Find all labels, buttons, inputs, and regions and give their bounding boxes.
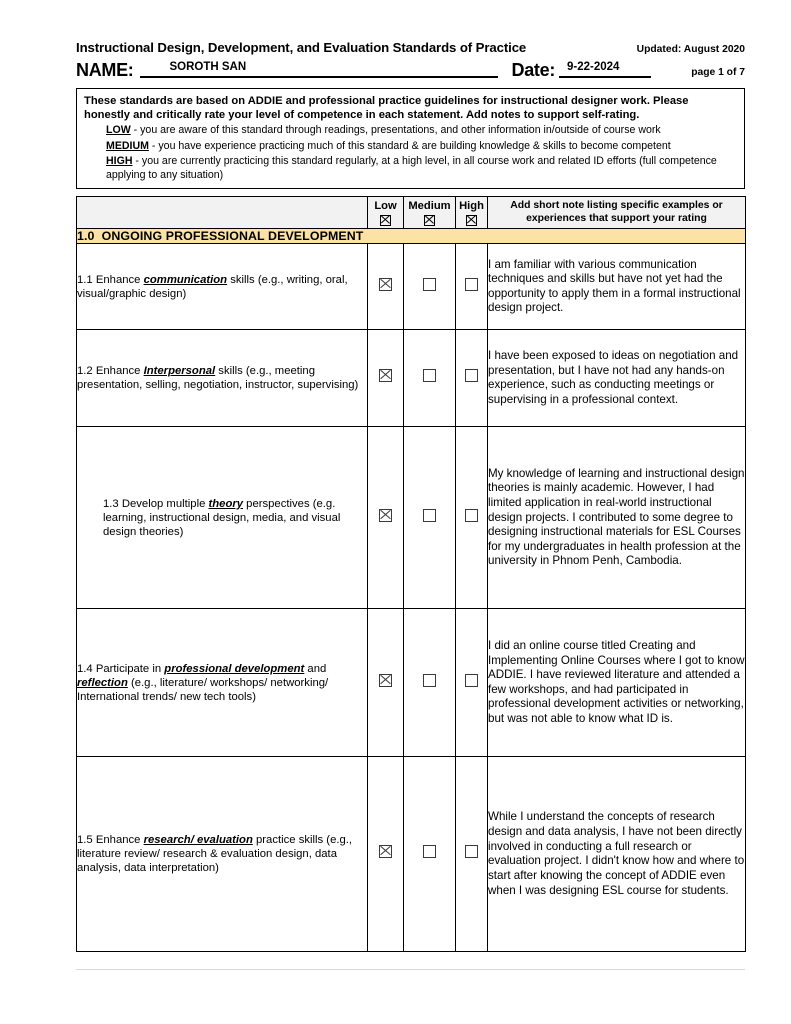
updated-label: Updated: August 2020: [636, 44, 745, 55]
section-number: 1.0: [77, 229, 95, 244]
name-date-row: [76, 60, 745, 79]
note-cell-1.3[interactable]: My knowledge of learning and instructional design theories is mainly academic. However, I had limited application in real-world instructional design projects. I contributed to some degree to designing instructional materials for ESL Courses for my undergraduates in health profession at the university in Phnom Penh, Cambodia.: [488, 427, 746, 609]
level-tag-medium: MEDIUM: [106, 139, 149, 152]
page-content: [76, 40, 745, 952]
date-field[interactable]: 9-22-2024: [559, 60, 651, 78]
statement-cell-1.5: 1.5 Enhance research/ evaluation practice skills (e.g., literature review/ research & evaluation design, data analysis, data interpretation): [77, 757, 368, 952]
table-row: [77, 244, 746, 330]
rating-cell-low-1.5[interactable]: [368, 757, 404, 952]
note-cell-1.1[interactable]: I am familiar with various communication techniques and skills but have not yet had the opportunity to apply them in a formal instructional design project.: [488, 244, 746, 330]
checkbox-empty-icon[interactable]: [423, 369, 436, 382]
level-tag-high: HIGH: [106, 155, 133, 168]
checkbox-empty-icon[interactable]: [465, 674, 478, 687]
rating-cell-low-1.1[interactable]: [368, 244, 404, 330]
document-header: [76, 40, 745, 55]
table-row: [77, 330, 746, 427]
section-title-text: ONGOING PROFESSIONAL DEVELOPMENT: [101, 229, 364, 244]
checkbox-checked-icon[interactable]: [379, 509, 392, 522]
footer-rule: [76, 969, 745, 970]
level-tag-low: LOW: [106, 124, 131, 137]
rating-cell-medium-1.4[interactable]: [404, 609, 456, 757]
rating-cell-high-1.4[interactable]: [456, 609, 488, 757]
checkbox-checked-icon[interactable]: [379, 845, 392, 858]
section-header-row: [77, 229, 746, 244]
rating-cell-low-1.4[interactable]: [368, 609, 404, 757]
checkbox-checked-icon[interactable]: [379, 674, 392, 687]
header-low-label: Low: [374, 199, 397, 212]
instructions-level-low: [106, 124, 737, 138]
rating-cell-high-1.5[interactable]: [456, 757, 488, 952]
note-cell-1.5[interactable]: While I understand the concepts of research design and data analysis, I have not been directly involved in conducting a full research or evaluation project. I didn't know how and where to start after knowing the concept of ADDIE even when I was designing ESL course for students.: [488, 757, 746, 952]
level-text-high: - you are currently practicing this standard regularly, at a high level, in all course work and related ID efforts (full competence applying to any situation): [106, 155, 717, 181]
rating-cell-high-1.1[interactable]: [456, 244, 488, 330]
checkbox-x-icon: [404, 215, 455, 226]
level-text-low: - you are aware of this standard through readings, presentations, and other information in/outside of course work: [130, 124, 661, 137]
table-header-row: [77, 197, 746, 229]
header-medium-label: Medium: [408, 199, 451, 212]
standards-table: [76, 196, 746, 952]
header-low: [368, 197, 404, 229]
checkbox-empty-icon[interactable]: [423, 674, 436, 687]
header-statement: [77, 197, 368, 229]
instructions-level-medium: [106, 140, 737, 154]
statement-cell-1.1: 1.1 Enhance communication skills (e.g., writing, oral, visual/graphic design): [77, 244, 368, 330]
checkbox-empty-icon[interactable]: [465, 278, 478, 291]
rating-cell-medium-1.3[interactable]: [404, 427, 456, 609]
checkbox-empty-icon[interactable]: [423, 509, 436, 522]
page-title: Instructional Design, Development, and Evaluation Standards of Practice: [76, 40, 527, 55]
rating-cell-low-1.2[interactable]: [368, 330, 404, 427]
section-title: [77, 229, 746, 244]
statement-cell-1.2: 1.2 Enhance Interpersonal skills (e.g., meeting presentation, selling, negotiation, instructor, supervising): [77, 330, 368, 427]
header-high: [456, 197, 488, 229]
name-label: NAME:: [76, 59, 134, 80]
rating-cell-high-1.2[interactable]: [456, 330, 488, 427]
checkbox-empty-icon[interactable]: [423, 278, 436, 291]
checkbox-empty-icon[interactable]: [465, 369, 478, 382]
instructions-box: [76, 88, 745, 190]
rating-cell-low-1.3[interactable]: [368, 427, 404, 609]
instructions-level-high: [106, 155, 737, 182]
table-row: [77, 609, 746, 757]
name-field[interactable]: SOROTH SAN: [140, 60, 498, 78]
statement-cell-1.3: 1.3 Develop multiple theory perspectives (e.g. learning, instructional design, media, and visual design theories): [77, 427, 368, 609]
checkbox-empty-icon[interactable]: [465, 509, 478, 522]
checkbox-x-icon: [456, 215, 487, 226]
checkbox-x-icon: [368, 215, 403, 226]
checkbox-empty-icon[interactable]: [465, 845, 478, 858]
rating-cell-medium-1.2[interactable]: [404, 330, 456, 427]
checkbox-checked-icon[interactable]: [379, 278, 392, 291]
instructions-intro: These standards are based on ADDIE and professional practice guidelines for instructional designer work. Please honestly and critically rate your level of competence in each statement. Add notes to support self-rating.: [84, 94, 689, 121]
date-label: Date:: [511, 59, 556, 80]
statement-cell-1.4: 1.4 Participate in professional development and reflection (e.g., literature/ workshops/ networking/ International trends/ new tech tools): [77, 609, 368, 757]
rating-cell-medium-1.1[interactable]: [404, 244, 456, 330]
header-high-label: High: [459, 199, 484, 212]
note-cell-1.4[interactable]: I did an online course titled Creating and Implementing Online Courses where I got to know ADDIE. I have reviewed literature and attended a few workshops, and had participated in professional development activities or networking, but was not able to know what ID is.: [488, 609, 746, 757]
checkbox-empty-icon[interactable]: [423, 845, 436, 858]
table-row: [77, 427, 746, 609]
checkbox-checked-icon[interactable]: [379, 369, 392, 382]
page-indicator: page 1 of 7: [691, 66, 745, 78]
header-note: Add short note listing specific examples or experiences that support your rating: [488, 197, 746, 229]
level-text-medium: - you have experience practicing much of this standard & are building knowledge & skills to become competent: [148, 139, 671, 152]
table-row: [77, 757, 746, 952]
rating-cell-high-1.3[interactable]: [456, 427, 488, 609]
note-cell-1.2[interactable]: I have been exposed to ideas on negotiation and presentation, but I have not had any hands-on experience, such as conducting meetings or supervising in a professional context.: [488, 330, 746, 427]
rating-cell-medium-1.5[interactable]: [404, 757, 456, 952]
header-medium: [404, 197, 456, 229]
